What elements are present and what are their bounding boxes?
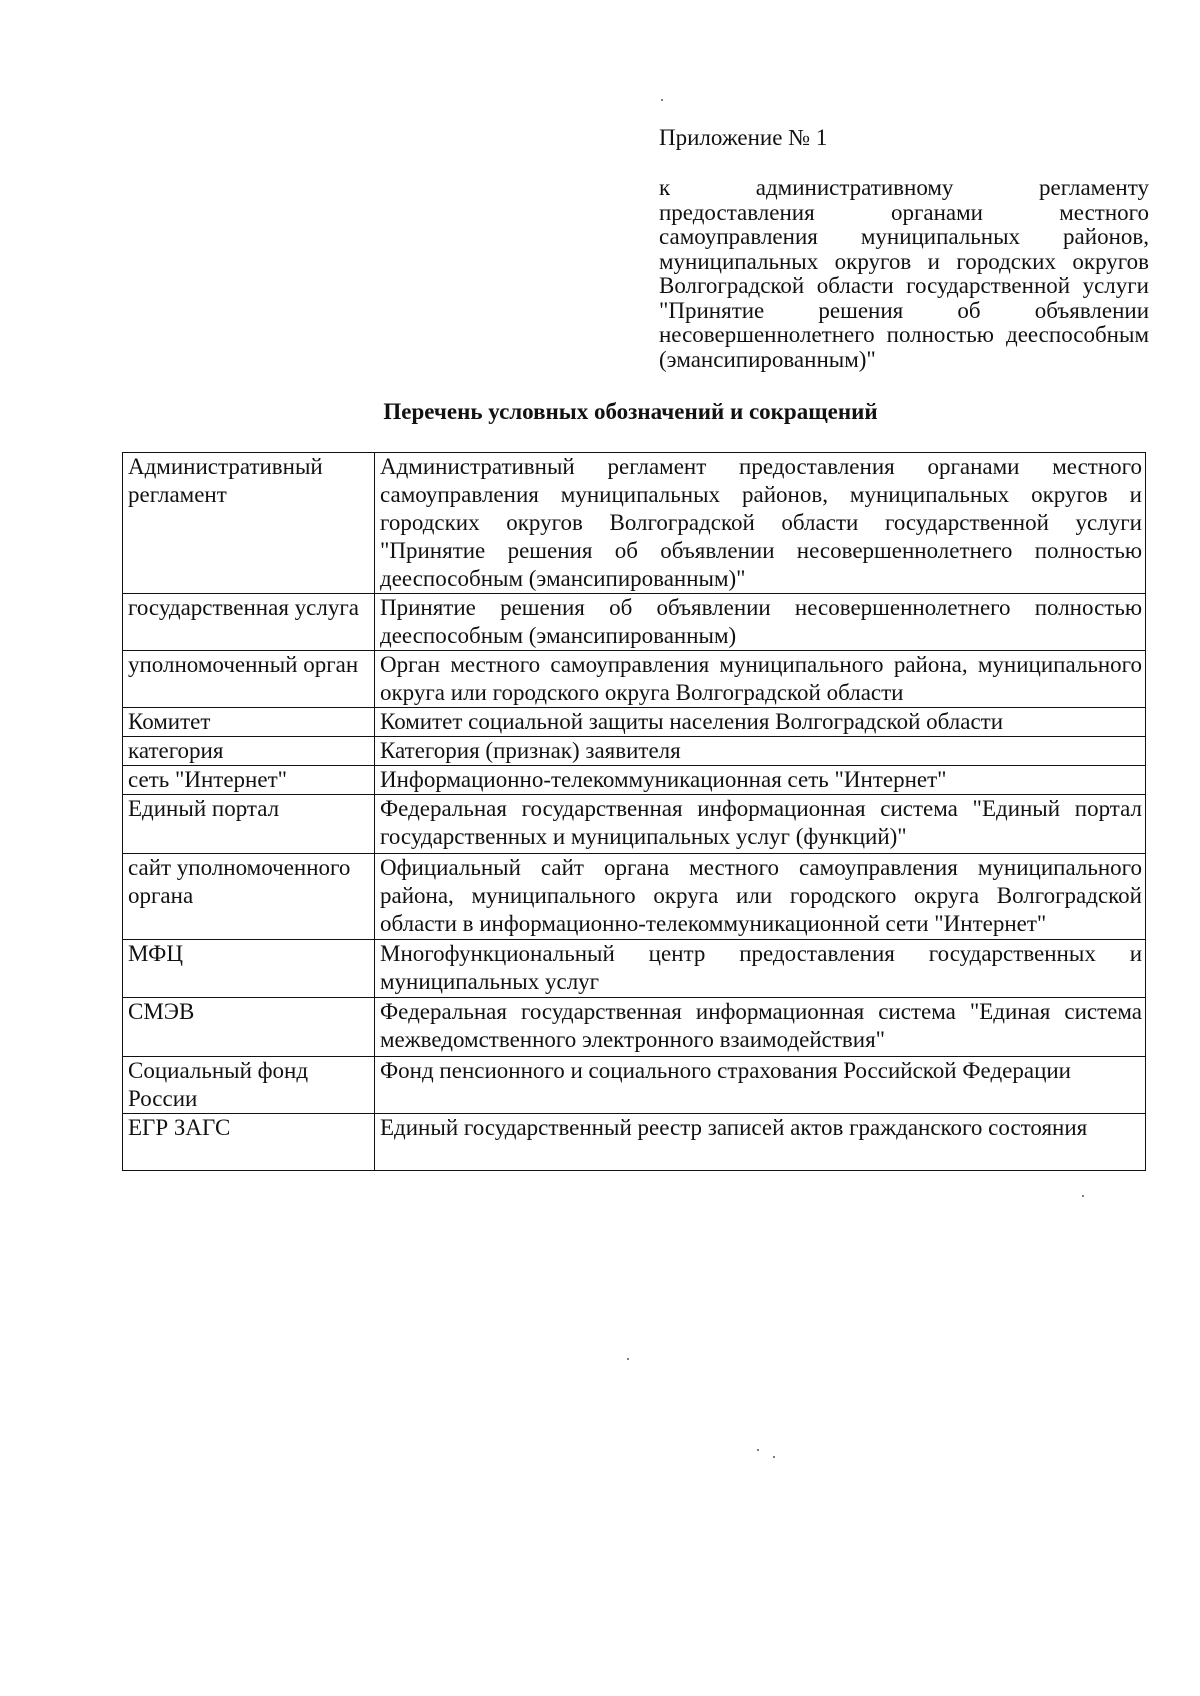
document-heading: Перечень условных обозначений и сокращений — [383, 399, 878, 424]
table-row — [123, 1114, 1146, 1171]
term-cell: Административный регламент — [123, 453, 375, 594]
table-row — [123, 795, 1146, 854]
definition-cell: Многофункциональный центр предоставления государственных и муниципальных услуг — [375, 940, 1146, 998]
term-cell: категория — [123, 737, 375, 766]
definition-cell: Федеральная государственная информационная система "Единый портал государственных и муниципальных услуг (функций)" — [375, 795, 1146, 854]
table-row — [123, 998, 1146, 1057]
table-row — [123, 651, 1146, 708]
table-row — [123, 1057, 1146, 1114]
definition-cell: Федеральная государственная информационная система "Единая система межведомственного электронного взаимодействия" — [375, 998, 1146, 1057]
scan-speck — [627, 1358, 629, 1360]
definition-cell: Комитет социальной защиты населения Волгоградской области — [375, 708, 1146, 737]
table-row — [123, 737, 1146, 766]
term-cell: уполномоченный орган — [123, 651, 375, 708]
term-cell: ЕГР ЗАГС — [123, 1114, 375, 1171]
term-cell: сеть "Интернет" — [123, 766, 375, 795]
table-row — [123, 594, 1146, 651]
term-cell: государственная услуга — [123, 594, 375, 651]
scan-speck — [1082, 1195, 1084, 1197]
definition-cell: Информационно-телекоммуникационная сеть "Интернет" — [375, 766, 1146, 795]
abbreviations-table — [122, 452, 1146, 1171]
term-cell: Единый портал — [123, 795, 375, 854]
term-cell: Комитет — [123, 708, 375, 737]
term-cell: СМЭВ — [123, 998, 375, 1057]
definition-cell: Фонд пенсионного и социального страхования Российской Федерации — [375, 1057, 1146, 1114]
scan-speck — [661, 99, 663, 101]
table-row — [123, 766, 1146, 795]
definition-cell: Категория (признак) заявителя — [375, 737, 1146, 766]
table-row — [123, 940, 1146, 998]
term-cell: Социальный фонд России — [123, 1057, 375, 1114]
appendix-subtitle: к административному регламенту предоставления органами местного самоуправления муниципальных районов, муниципальных округов и городских округов Волгоградской области государственной услуги "Принятие решения об объявлении несовершеннолетнего полностью дееспособным (эмансипированным)" — [659, 175, 1149, 372]
definition-cell: Орган местного самоуправления муниципального района, муниципального округа или городского округа Волгоградской области — [375, 651, 1146, 708]
term-cell: сайт уполномоченного органа — [123, 854, 375, 940]
appendix-title: Приложение № 1 — [659, 125, 828, 150]
definition-cell: Административный регламент предоставления органами местного самоуправления муниципальных районов, муниципальных округов и городских округов Волгоградской области государственной услуги "Принятие решения об объявлении несовершеннолетнего полностью дееспособным (эмансипированным)" — [375, 453, 1146, 594]
scan-speck — [773, 1456, 775, 1458]
table-row — [123, 453, 1146, 594]
table-row — [123, 854, 1146, 940]
definition-cell: Официальный сайт органа местного самоуправления муниципального района, муниципального округа или городского округа Волгоградской области в информационно-телекоммуникационной сети "Интернет" — [375, 854, 1146, 940]
definition-cell: Единый государственный реестр записей актов гражданского состояния — [375, 1114, 1146, 1171]
table-row — [123, 708, 1146, 737]
scan-speck — [757, 1449, 759, 1451]
definition-cell: Принятие решения об объявлении несовершеннолетнего полностью дееспособным (эмансипированным) — [375, 594, 1146, 651]
term-cell: МФЦ — [123, 940, 375, 998]
